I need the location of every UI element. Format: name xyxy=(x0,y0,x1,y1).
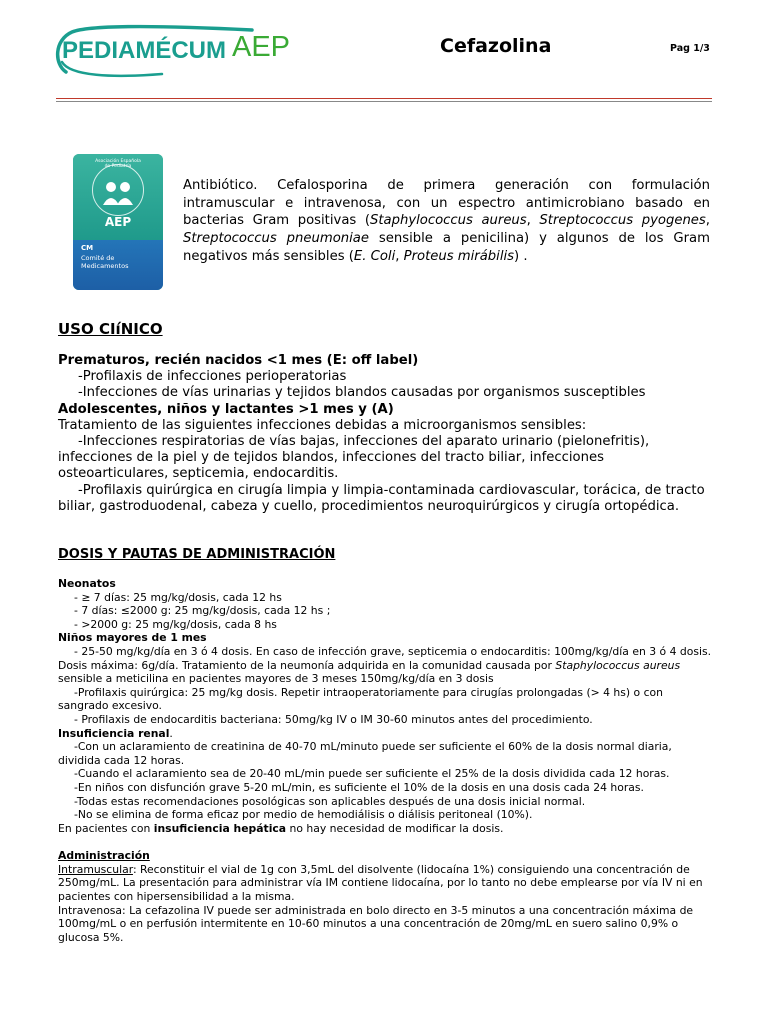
dose-item: -Todas estas recomendaciones posológicas son aplicables después de una dosis inicial normal. xyxy=(74,794,586,808)
hepatic-term: insuficiencia hepática xyxy=(153,821,287,835)
spacer xyxy=(58,835,712,849)
intro-paragraph xyxy=(183,177,710,266)
dose-item xyxy=(58,645,712,686)
species-name: Staphylococcus aureus xyxy=(555,658,681,672)
intro-text: ) . xyxy=(514,248,528,264)
dose-group-heading: Neonatos xyxy=(58,577,116,590)
dose-item: - ≥ 7 días: 25 mg/kg/dosis, cada 12 hs xyxy=(74,590,282,604)
badge-brand: AEP xyxy=(104,215,132,229)
intro-text: sensible a penicilina) y algunos de los Gram negativos más sensibles ( xyxy=(183,231,710,264)
dose-text: En pacientes con xyxy=(58,821,154,835)
hepatic-note xyxy=(58,822,712,836)
pediamecum-logo xyxy=(52,24,302,80)
species-name: E. Coli xyxy=(353,248,396,264)
children-icon xyxy=(93,165,143,215)
indication-item: -Infecciones respiratorias de vías bajas, infecciones del aparato urinario (pielonefritis), infecciones de la piel y de tejidos blandos, infecciones del tracto biliar, infecciones osteoarticulares, septicemia, endocarditis. xyxy=(58,434,650,482)
indication-heading: Adolescentes, niños y lactantes >1 mes y (A) xyxy=(58,401,394,417)
dose-group-heading xyxy=(58,727,712,741)
header-divider-secondary xyxy=(56,101,712,102)
dose-text: sensible a meticilina en pacientes mayores de 3 meses 150mg/kg/día en 3 dosis xyxy=(58,672,494,686)
indication-item: -Profilaxis quirúrgica en cirugía limpia y limpia-contaminada cardiovascular, torácica, de tracto biliar, gastroduodenal, cabeza y cuello, procedimientos neuroquirúrgicos y cirugía ortopédica. xyxy=(58,482,705,514)
admin-item xyxy=(58,863,712,904)
intro-text: Antibiótico. Cefalosporina de primera generación con formulación intramuscular e intravenosa, con un espectro antimicrobiano basado en bacterias Gram positivas ( xyxy=(183,178,710,229)
dose-item: -En niños con disfunción grave 5-20 mL/min, es suficiente el 10% de la dosis en una dosis cada 24 horas. xyxy=(74,780,644,794)
separator: , xyxy=(705,213,710,229)
dose-item: - Profilaxis de endocarditis bacteriana: 50mg/kg IV o IM 30-60 minutos antes del procedimiento. xyxy=(74,712,593,726)
indication-item: -Profilaxis de infecciones perioperatorias xyxy=(78,369,347,385)
page-number: Pag 1/3 xyxy=(670,43,710,54)
uso-clinico-section xyxy=(58,353,710,515)
renal-heading: Insuficiencia renal xyxy=(58,726,170,740)
dose-item: -Cuando el aclaramiento sea de 20-40 mL/min puede ser suficiente el 25% de la dosis dividida cada 12 horas. xyxy=(74,767,670,781)
separator: , xyxy=(526,213,540,229)
admin-text: : Reconstituir el vial de 1g con 3,5mL del disolvente (lidocaína 1%) consiguiendo una concentración de 250mg/mL. La presentación para administrar vía IM contiene lidocaína, por lo tanto no debe emplearse por vía IV ni en pacientes con hipersensibilidad a la misma. xyxy=(58,862,703,904)
document-title: Cefazolina xyxy=(440,35,552,57)
badge-ring-text: Asociación Española de Pediatría xyxy=(95,159,141,169)
logo-accent-text: AEP xyxy=(232,31,291,63)
route-label: Intramuscular xyxy=(58,862,133,876)
dose-item: - >2000 g: 25 mg/kg/dosis, cada 8 hs xyxy=(74,617,277,631)
species-name: Streptococcus pyogenes xyxy=(539,213,706,229)
dose-item: -Con un aclaramiento de creatinina de 40-70 mL/minuto puede ser suficiente el 60% de la dosis normal diaria, dividida cada 12 horas. xyxy=(58,740,672,767)
dose-text: - 25-50 mg/kg/día en 3 ó 4 dosis. En caso de infección grave, septicemia o endocarditis: 100mg/kg/día en 3 ó 4 dosis. Dosis máxima: 6g/día. Tratamiento de la neumonía adquirida en la comunidad causada por xyxy=(58,644,712,672)
badge-emblem xyxy=(92,164,144,216)
administracion-heading: Administración xyxy=(58,849,150,863)
dose-item: - 7 días: ≤2000 g: 25 mg/kg/dosis, cada 12 hs ; xyxy=(74,604,331,618)
separator: . xyxy=(169,726,173,740)
species-name: Proteus mirábilis xyxy=(403,248,515,264)
dose-group-heading: Niños mayores de 1 mes xyxy=(58,631,207,645)
aep-cm-badge xyxy=(73,154,163,290)
indication-heading: Prematuros, recién nacidos <1 mes (E: off label) xyxy=(58,353,419,368)
dosis-heading: DOSIS Y PAUTAS DE ADMINISTRACIÓN xyxy=(58,547,336,562)
badge-cm: CM xyxy=(81,244,94,252)
logo-text: PEDIAMÉCUM xyxy=(62,37,227,64)
admin-item: Intravenosa: La cefazolina IV puede ser administrada en bolo directo en 3-5 minutos a una concentración máxima de 100mg/mL o en perfusión intermitente en 10-60 minutos a una concentración de 20mg/mL en suero salino 0,9% o glucosa 5%. xyxy=(58,903,694,944)
dose-item: -Profilaxis quirúrgica: 25 mg/kg dosis. Repetir intraoperatoriamente para cirugías prolongadas (> 4 hs) o con sangrado excesivo. xyxy=(58,685,663,713)
uso-clinico-heading: USO CIíNICO xyxy=(58,320,163,338)
dosis-section xyxy=(58,577,712,944)
species-name: Staphylococcus aureus xyxy=(369,213,527,229)
separator: , xyxy=(395,248,404,264)
species-name: Streptococcus pneumoniae xyxy=(183,231,369,247)
dose-text: no hay necesidad de modificar la dosis. xyxy=(286,821,504,835)
dose-item: -No se elimina de forma eficaz por medio de hemodiálisis o diálisis peritoneal (10%). xyxy=(74,808,533,822)
header-divider xyxy=(56,98,712,99)
indication-item: -Infecciones de vías urinarias y tejidos blandos causadas por organismos susceptibles xyxy=(78,385,646,401)
badge-cm-subtitle: Comité de Medicamentos xyxy=(81,254,129,270)
indication-item: Tratamiento de las siguientes infecciones debidas a microorganismos sensibles: xyxy=(58,417,587,433)
